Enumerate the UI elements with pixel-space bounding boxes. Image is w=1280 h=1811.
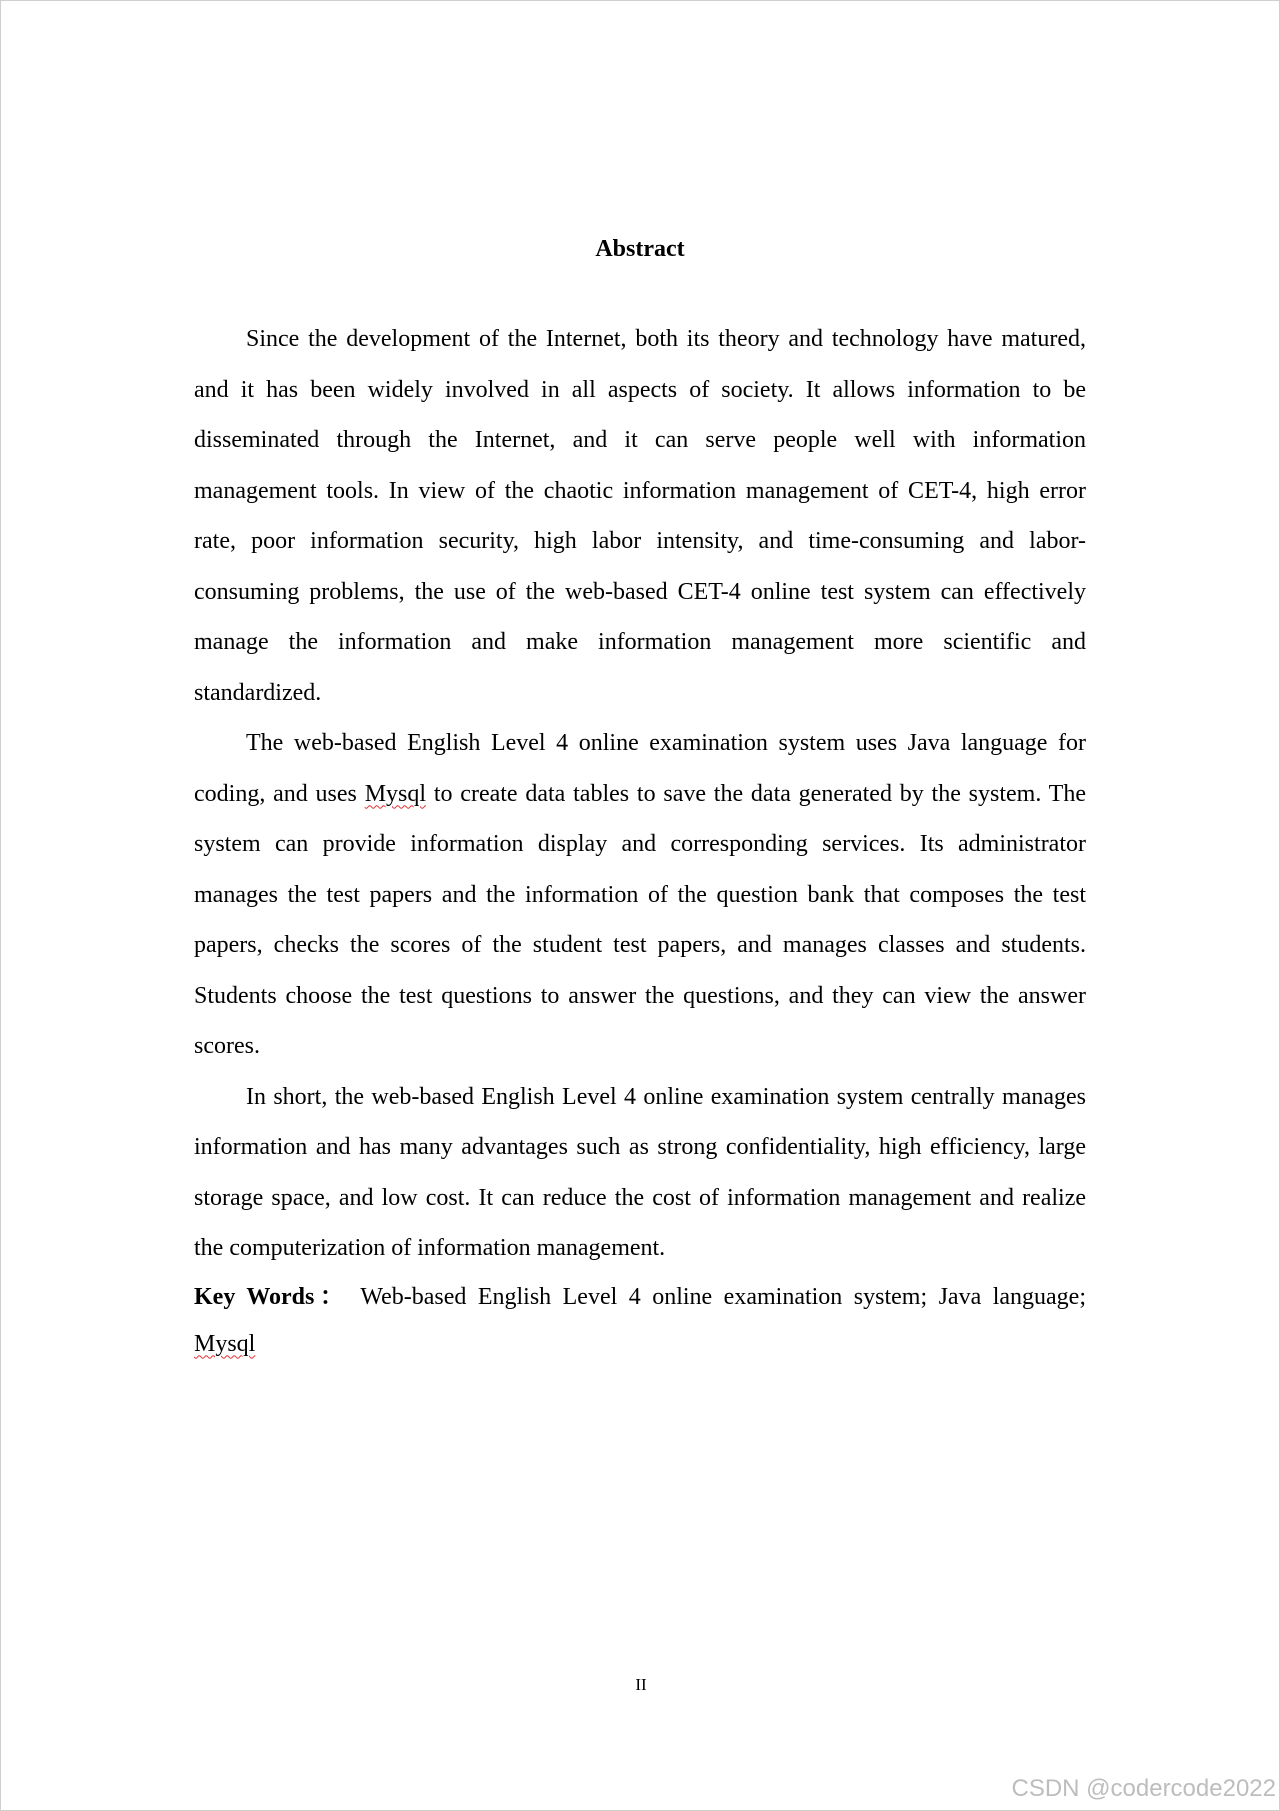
abstract-paragraph-1: Since the development of the Internet, both its theory and technology have matured, and it has been widely involved in all aspects of society. It allows information to be disseminated through the Internet, and it can serve people well with information management tools. In view of the chaotic information management of CET-4, high error rate, poor information security, high labor intensity, and time-consuming and labor-consuming problems, the use of the web-based CET-4 online test system can effectively manage the information and make information management more scientific and standardized. xyxy=(194,326,1086,706)
keywords-label: Key Words： xyxy=(194,1283,350,1310)
keywords-line xyxy=(194,1274,1086,1368)
abstract-paragraph-2 xyxy=(194,718,1086,1072)
page-content xyxy=(194,229,1086,1368)
keywords-text: Web-based English Level 4 online examination system; Java language; xyxy=(349,1283,1086,1310)
paragraph-2-text-after: to create data tables to save the data generated by the system. The system can provide information display and corresponding services. Its administrator manages the test papers and the information of the question bank that composes the test papers, checks the scores of the student test papers, and manages classes and students. Students choose the test questions to answer the questions, and they can view the answer scores. xyxy=(194,780,1086,1059)
keywords-flagged-word: Mysql xyxy=(194,1330,256,1357)
spellcheck-flagged-word: Mysql xyxy=(364,780,427,807)
abstract-paragraph-3: In short, the web-based English Level 4 online examination system centrally manages information and has many advantages such as strong confidentiality, high efficiency, large storage space, and low cost. It can reduce the cost of information management and realize the computerization of information management. xyxy=(194,1083,1086,1261)
csdn-watermark: CSDN @codercode2022 xyxy=(1011,1775,1276,1802)
page-number: II xyxy=(635,1675,647,1694)
abstract-title: Abstract xyxy=(595,236,685,262)
paragraph-2-text-before: The web-based English Level 4 online examination system uses Java language for coding, and uses xyxy=(194,730,1086,807)
